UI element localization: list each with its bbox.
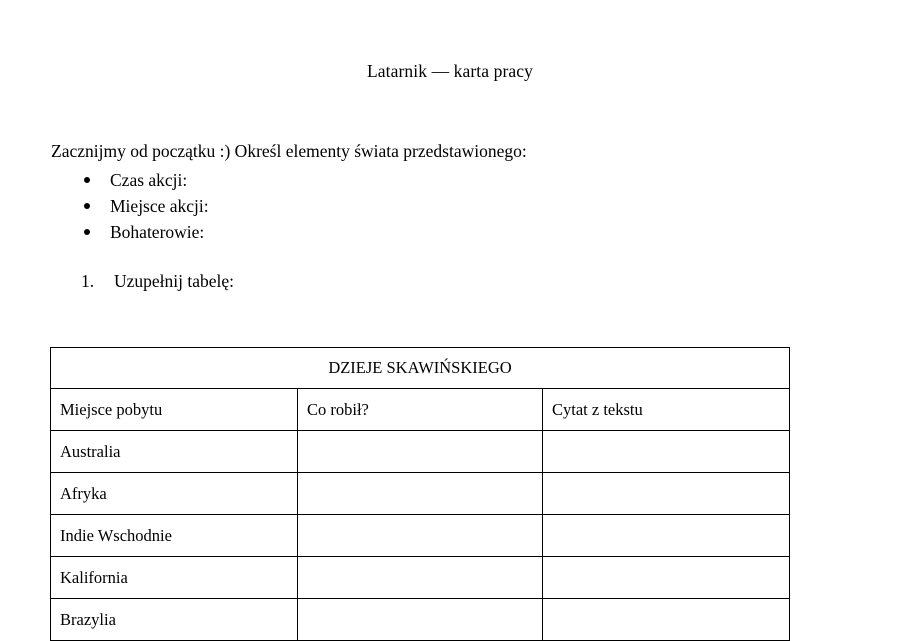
- tasks-list: [51, 268, 234, 294]
- list-item: [51, 219, 209, 245]
- cell-activity[interactable]: [298, 431, 543, 473]
- cell-place: Afryka: [51, 473, 298, 515]
- cell-activity[interactable]: [298, 557, 543, 599]
- cell-quote[interactable]: [543, 431, 790, 473]
- column-header-quote: Cytat z tekstu: [543, 389, 790, 431]
- column-header-activity: Co robił?: [298, 389, 543, 431]
- table-row: [51, 431, 790, 473]
- bullet-icon: [84, 203, 90, 209]
- list-item-label: Miejsce akcji:: [110, 196, 209, 216]
- cell-activity[interactable]: [298, 473, 543, 515]
- list-item: [51, 268, 234, 294]
- list-item-label: Uzupełnij tabelę:: [114, 271, 235, 291]
- cell-place: Australia: [51, 431, 298, 473]
- intro-paragraph: Zacznijmy od początku :) Określ elementy świata przedstawionego:: [51, 141, 527, 161]
- cell-place: Indie Wschodnie: [51, 515, 298, 557]
- cell-place: Kalifornia: [51, 557, 298, 599]
- list-item-label: Bohaterowie:: [110, 222, 205, 242]
- table-row: [51, 557, 790, 599]
- cell-quote[interactable]: [543, 599, 790, 641]
- table-row: [51, 473, 790, 515]
- list-marker: 1.: [81, 271, 95, 291]
- bullet-icon: [84, 229, 90, 235]
- cell-quote[interactable]: [543, 557, 790, 599]
- cell-quote[interactable]: [543, 473, 790, 515]
- table-row: [51, 515, 790, 557]
- cell-place: Brazylia: [51, 599, 298, 641]
- list-item-label: Czas akcji:: [110, 170, 188, 190]
- skawinski-history-table: [50, 347, 790, 641]
- table-header-row: [51, 389, 790, 431]
- table-caption-row: [51, 348, 790, 389]
- list-item: [51, 193, 209, 219]
- cell-quote[interactable]: [543, 515, 790, 557]
- table-caption: DZIEJE SKAWIŃSKIEGO: [51, 348, 790, 389]
- cell-activity[interactable]: [298, 599, 543, 641]
- list-item: [51, 167, 209, 193]
- bullet-icon: [84, 177, 90, 183]
- column-header-place: Miejsce pobytu: [51, 389, 298, 431]
- world-elements-list: [51, 167, 209, 245]
- cell-activity[interactable]: [298, 515, 543, 557]
- page-title: Latarnik — karta pracy: [367, 61, 533, 81]
- table-row: [51, 599, 790, 641]
